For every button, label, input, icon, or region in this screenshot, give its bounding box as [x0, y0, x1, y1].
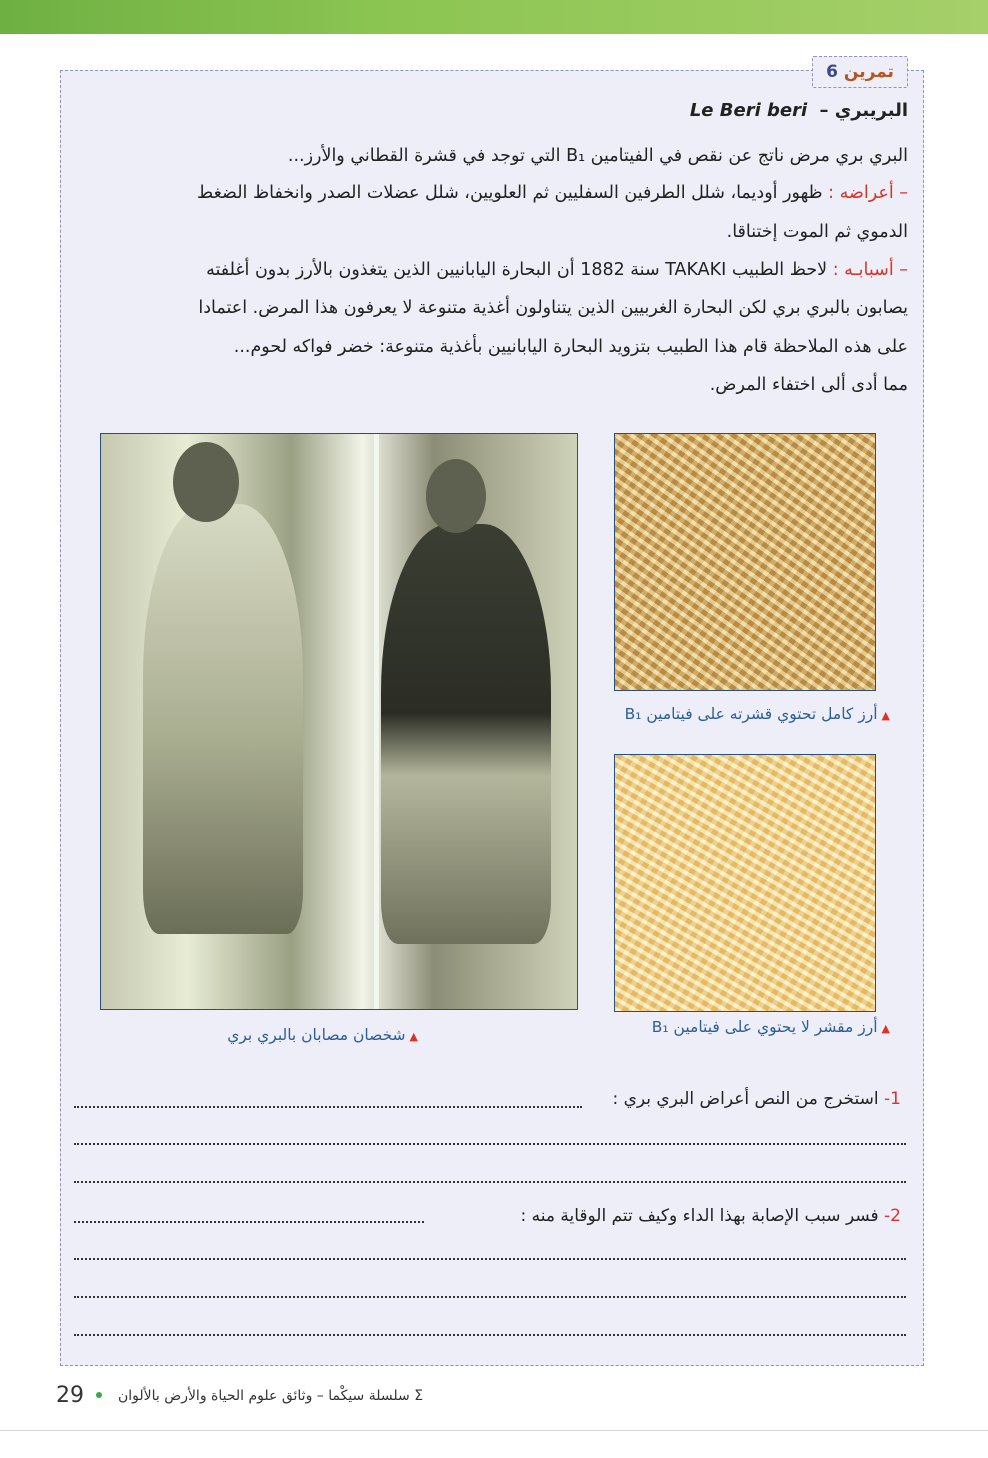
causes-label: – أسبابـه :	[832, 260, 908, 280]
causes-text-1: لاحظ الطبيب TAKAKI سنة 1882 أن البحارة اليابانيين الذين يتغذون بالأرز بدون أغلفته	[206, 260, 828, 280]
answer-line[interactable]	[74, 1221, 424, 1223]
heading-latin: Le Beri beri	[689, 100, 808, 121]
top-green-bar	[0, 0, 988, 34]
answer-line[interactable]	[74, 1106, 582, 1108]
patient-head-left	[173, 442, 239, 522]
polished-rice-caption: ▲أرز مقشر لا يحتوي على فيتامين B₁	[651, 1018, 890, 1036]
page-number: 29	[56, 1383, 84, 1408]
footer-series-title: Σ سلسلة سيكْما – وثائق علوم الحياة والأرض بالألوان	[118, 1388, 424, 1404]
patient-figure-left	[143, 504, 303, 934]
causes-line-2: يصابون بالبري بري لكن البحارة الغربيين الذين يتناولون أغذية متنوعة لا يعرفون هذا المرض. اعتمادا	[198, 298, 908, 318]
footer-bullet-icon	[96, 1392, 102, 1398]
answer-line[interactable]	[74, 1143, 906, 1145]
question-2-number: 2-	[884, 1206, 901, 1226]
heading-dash: –	[819, 100, 829, 121]
question-1-text: استخرج من النص أعراض البري بري :	[612, 1089, 879, 1109]
photo-divider	[374, 434, 379, 1009]
causes-line-1	[68, 260, 908, 280]
symptoms-label: – أعراضه :	[828, 183, 908, 203]
question-2	[520, 1206, 901, 1226]
exercise-label: تمرين	[843, 62, 894, 82]
beriberi-patients-photo	[100, 433, 578, 1010]
symptoms-line-1	[68, 183, 908, 203]
heading-arabic: البريبري	[834, 100, 908, 121]
patient-figure-right	[381, 524, 551, 944]
answer-line[interactable]	[74, 1181, 906, 1183]
answer-line[interactable]	[74, 1334, 906, 1336]
causes-line-3: على هذه الملاحظة قام هذا الطبيب بتزويد البحارة اليابانيين بأغذية متنوعة: خضر فواكه لحوم...	[233, 337, 908, 357]
symptoms-line-2: الدموي ثم الموت إختناقا.	[726, 222, 908, 242]
footer-divider	[0, 1430, 988, 1431]
patients-caption: ▲شخصان مصابان بالبري بري	[227, 1026, 418, 1044]
question-1-number: 1-	[884, 1089, 901, 1109]
exercise-badge	[812, 56, 908, 88]
causes-line-4: مما أدى ألى اختفاء المرض.	[709, 375, 908, 395]
polished-rice-photo	[614, 754, 876, 1012]
triangle-bullet-icon: ▲	[881, 709, 890, 722]
answer-line[interactable]	[74, 1258, 906, 1260]
symptoms-text-1: ظهور أوديما، شلل الطرفين السفليين ثم العلويين، شلل عضلات الصدر وانخفاظ الضغط	[196, 183, 823, 203]
exercise-number: 6	[826, 62, 838, 82]
question-2-text: فسر سبب الإصابة بهذا الداء وكيف تتم الوقاية منه :	[520, 1206, 879, 1226]
whole-rice-caption: ▲أرز كامل تحتوي قشرته على فيتامين B₁	[624, 705, 890, 723]
answer-line[interactable]	[74, 1296, 906, 1298]
whole-rice-photo	[614, 433, 876, 691]
patient-head-right	[426, 459, 486, 533]
exercise-heading	[690, 100, 908, 121]
question-1	[612, 1089, 901, 1109]
triangle-bullet-icon: ▲	[409, 1030, 418, 1043]
triangle-bullet-icon: ▲	[881, 1022, 890, 1035]
paragraph-line-1: البري بري مرض ناتج عن نقص في الفيتامين B₁ التي توجد في قشرة القطاني والأرز...	[287, 146, 908, 166]
